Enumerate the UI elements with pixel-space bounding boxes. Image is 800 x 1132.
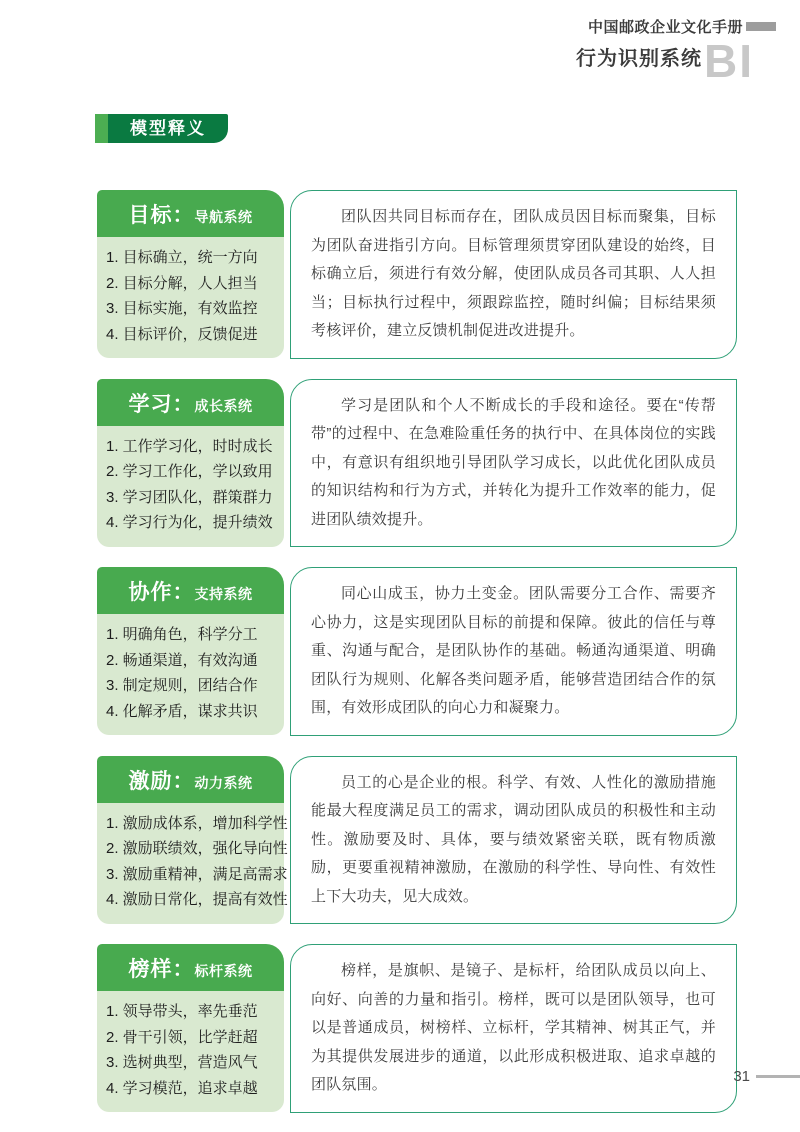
page-header — [576, 16, 776, 87]
model-card-header — [97, 567, 284, 614]
model-card-motivation — [97, 756, 288, 924]
footer-rule — [756, 1075, 800, 1078]
system-title: 行为识别系统 — [576, 48, 702, 70]
model-description: 学习是团队和个人不断成长的手段和途径。要在“传帮带”的过程中、在急难险重任务的执行中、在具体岗位的实践中，有意识有组织地引导团队学习成长，以此优化团队成员的知识结构和行为方式，并转化为提升工作效率的能力，促进团队绩效提升。 — [311, 396, 716, 528]
model-description-box — [290, 190, 737, 359]
model-point-list — [97, 614, 284, 735]
model-title: 目标： — [128, 204, 195, 227]
model-point: 3. 目标实施，有效监控 — [106, 300, 258, 317]
model-point: 2. 学习工作化，学以致用 — [106, 463, 273, 480]
badge-accent-bar — [95, 114, 108, 143]
model-description-box — [290, 567, 737, 736]
model-point-list — [97, 237, 284, 358]
model-title: 榜样： — [128, 958, 195, 981]
model-card-role-model — [97, 944, 284, 1112]
model-point: 3. 制定规则，团结合作 — [106, 677, 258, 694]
model-point: 1. 激励成体系，增加科学性 — [106, 814, 288, 832]
section-heading-badge — [95, 114, 228, 143]
model-description-box — [290, 944, 737, 1113]
model-title: 学习： — [128, 392, 195, 416]
model-card-learning — [97, 379, 284, 547]
model-point: 4. 学习模范，追求卓越 — [106, 1079, 258, 1097]
handbook-title: 中国邮政企业文化手册 — [587, 19, 743, 36]
model-subtitle: 成长系统 — [194, 397, 253, 414]
model-point: 1. 目标确立，统一方向 — [106, 249, 258, 266]
section-collaboration — [97, 567, 737, 736]
model-description-box — [290, 379, 737, 548]
page-footer — [733, 1068, 800, 1085]
section-heading-text: 模型释义 — [108, 114, 228, 143]
model-description-box — [290, 756, 737, 925]
model-point-list — [97, 991, 284, 1112]
model-point: 4. 化解矛盾，谋求共识 — [106, 702, 258, 720]
section-learning — [97, 379, 737, 548]
model-point: 1. 工作学习化，时时成长 — [106, 437, 273, 455]
model-point: 3. 激励重精神，满足高需求 — [106, 865, 288, 883]
model-point: 2. 目标分解，人人担当 — [106, 274, 258, 292]
model-point-list — [97, 426, 284, 547]
model-point: 3. 选树典型，营造风气 — [106, 1054, 258, 1071]
section-motivation — [97, 756, 737, 925]
model-subtitle: 支持系统 — [194, 586, 253, 602]
model-subtitle: 导航系统 — [194, 209, 253, 225]
model-card-goal — [97, 190, 284, 358]
model-description: 员工的心是企业的根。科学、有效、人性化的激励措施能最大程度满足员工的需求，调动团队成员的积极性和主动性。激励要及时、具体，要与绩效紧密关联，既有物质激励，更要重视精神激励，在激励的科学性、导向性、有效性上下大功夫，见大成效。 — [311, 773, 716, 905]
model-card-header — [97, 756, 284, 803]
model-point: 1. 明确角色，科学分工 — [106, 626, 258, 643]
model-point-list — [97, 803, 288, 924]
model-point: 2. 骨干引领，比学赶超 — [106, 1028, 258, 1046]
system-abbreviation: BI — [704, 35, 754, 87]
header-accent-bar — [746, 22, 776, 31]
page-number: 31 — [733, 1068, 750, 1085]
model-point: 4. 学习行为化，提升绩效 — [106, 514, 273, 531]
model-sections — [97, 190, 737, 1132]
system-title-row — [576, 35, 776, 87]
model-point: 2. 畅通渠道，有效沟通 — [106, 651, 258, 669]
section-goal — [97, 190, 737, 359]
model-point: 4. 激励日常化，提高有效性 — [106, 891, 288, 908]
model-card-collaboration — [97, 567, 284, 735]
model-description: 同心山成玉，协力土变金。团队需要分工合作、需要齐心协力，这是实现团队目标的前提和保障。彼此的信任与尊重、沟通与配合，是团队协作的基础。畅通沟通渠道、明确团队行为规则、化解各类问题矛盾，能够营造团结合作的氛围，有效形成团队的向心力和凝聚力。 — [311, 585, 716, 716]
model-point: 4. 目标评价，反馈促进 — [106, 325, 258, 343]
model-subtitle: 动力系统 — [194, 774, 253, 791]
model-point: 3. 学习团队化，群策群力 — [106, 488, 273, 506]
model-card-header — [97, 944, 284, 991]
model-title: 激励： — [128, 769, 195, 793]
model-title: 协作： — [128, 581, 195, 604]
model-description: 团队因共同目标而存在，团队成员因目标而聚集，目标为团队奋进指引方向。目标管理须贯穿团队建设的始终，目标确立后，须进行有效分解，使团队成员各司其职、人人担当；目标执行过程中，须跟踪监控，随时纠偏；目标结果须考核评价，建立反馈机制促进改进提升。 — [311, 208, 716, 339]
model-card-header — [97, 190, 284, 237]
model-description: 榜样，是旗帜、是镜子、是标杆，给团队成员以向上、向好、向善的力量和指引。榜样，既可以是团队领导，也可以是普通成员，树榜样、立标杆，学其精神、树其正气，并为其提供发展进步的通道，以此形成积极进取、追求卓越的团队氛围。 — [311, 962, 716, 1093]
model-card-header — [97, 379, 284, 426]
model-point: 1. 领导带头，率先垂范 — [106, 1003, 258, 1020]
handbook-title-row — [576, 16, 776, 37]
model-point: 2. 激励联绩效，强化导向性 — [106, 840, 288, 857]
model-subtitle: 标杆系统 — [194, 963, 253, 979]
section-role-model — [97, 944, 737, 1113]
